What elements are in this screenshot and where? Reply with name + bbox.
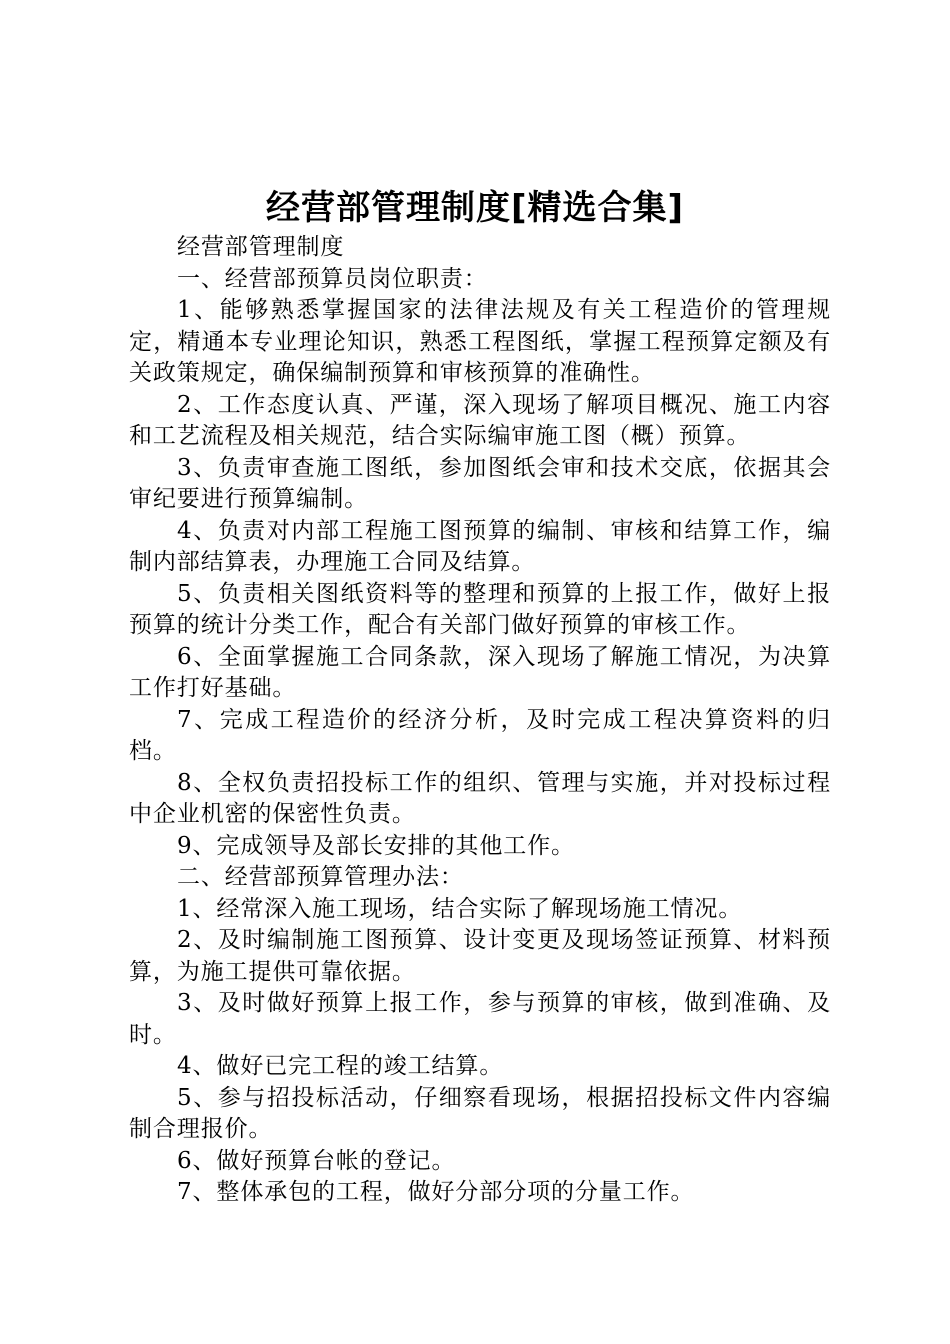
body-paragraph: 5、负责相关图纸资料等的整理和预算的上报工作，做好上报预算的统计分类工作，配合有关部门做好预算的审核工作。 (129, 580, 831, 638)
body-paragraph: 8、全权负责招投标工作的组织、管理与实施，并对投标过程中企业机密的保密性负责。 (129, 769, 831, 827)
section-heading: 一、经营部预算员岗位职责： (177, 265, 488, 292)
body-paragraph: 1、能够熟悉掌握国家的法律法规及有关工程造价的管理规定，精通本专业理论知识，熟悉工程图纸，掌握工程预算定额及有关政策规定，确保编制预算和审核预算的准确性。 (129, 297, 831, 386)
body-paragraph: 2、及时编制施工图预算、设计变更及现场签证预算、材料预算，为施工提供可靠依据。 (129, 927, 831, 985)
section-heading: 二、经营部预算管理办法： (177, 864, 464, 890)
body-paragraph: 7、完成工程造价的经济分析，及时完成工程决算资料的归档。 (129, 706, 831, 764)
body-paragraph: 3、及时做好预算上报工作，参与预算的审核，做到准确、及时。 (129, 990, 831, 1048)
body-paragraph: 经营部管理制度 (177, 234, 345, 260)
body-paragraph: 9、完成领导及部长安排的其他工作。 (177, 832, 575, 859)
body-paragraph: 2、工作态度认真、严谨，深入现场了解项目概况、施工内容和工艺流程及相关规范，结合实际编审施工图（概）预算。 (129, 391, 831, 449)
body-paragraph: 4、做好已完工程的竣工结算。 (177, 1053, 504, 1079)
document-body (129, 232, 831, 1209)
body-paragraph: 6、全面掌握施工合同条款，深入现场了解施工情况，为决算工作打好基础。 (129, 643, 831, 701)
body-paragraph: 1、经常深入施工现场，结合实际了解现场施工情况。 (177, 895, 743, 922)
body-paragraph: 3、负责审查施工图纸，参加图纸会审和技术交底，依据其会审纪要进行预算编制。 (129, 454, 831, 512)
body-paragraph: 4、负责对内部工程施工图预算的编制、审核和结算工作，编制内部结算表，办理施工合同及结算。 (129, 517, 831, 575)
body-paragraph: 6、做好预算台帐的登记。 (177, 1147, 456, 1174)
body-paragraph: 7、整体承包的工程，做好分部分项的分量工作。 (177, 1179, 695, 1205)
body-paragraph: 5、参与招投标活动，仔细察看现场，根据招投标文件内容编制合理报价。 (129, 1084, 831, 1142)
document-title: 经营部管理制度[精选合集] (265, 188, 685, 228)
